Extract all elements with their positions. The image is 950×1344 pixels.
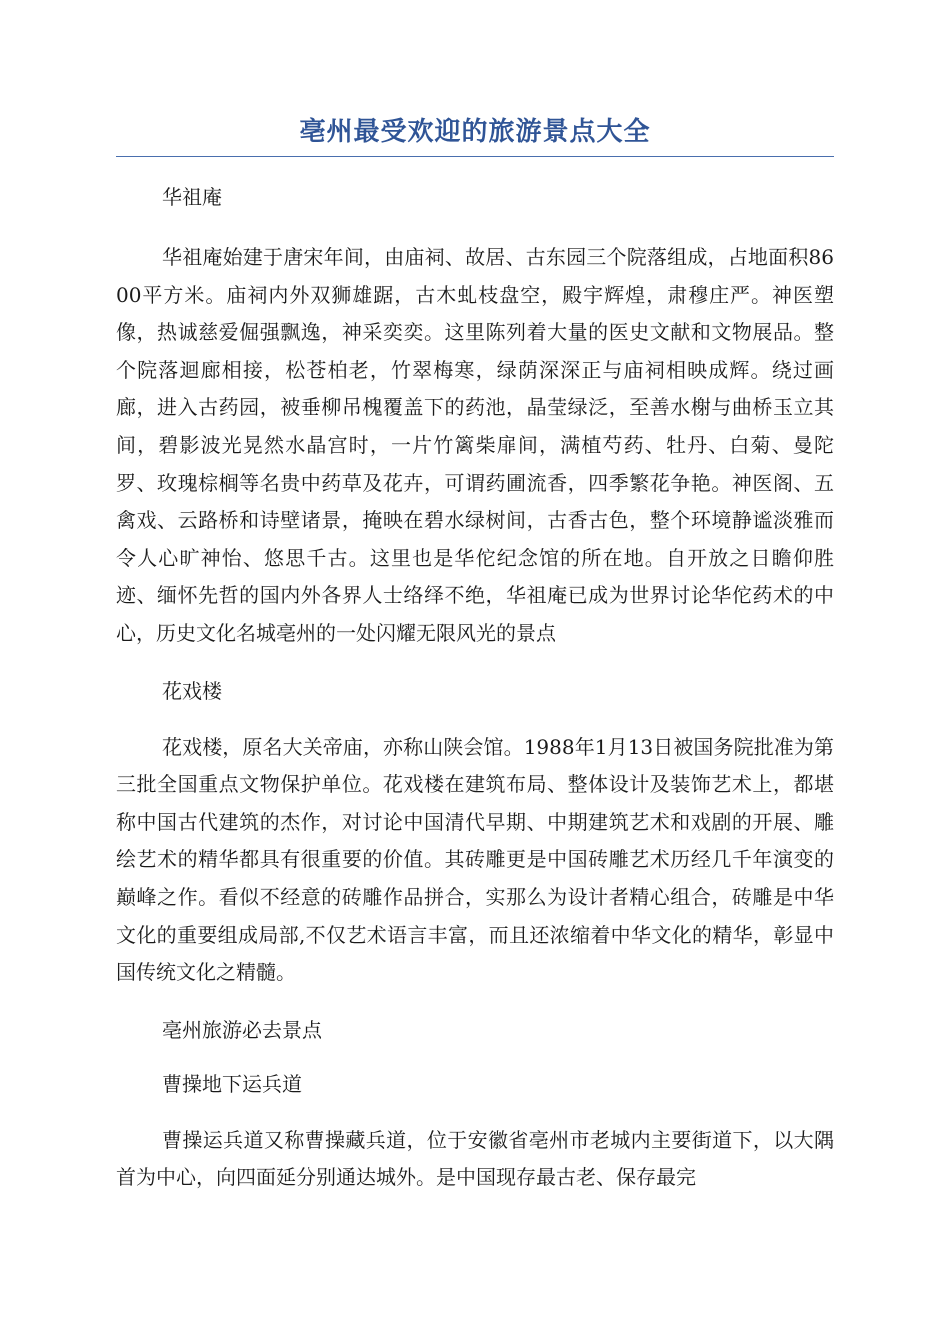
document-page (116, 112, 834, 1197)
section-heading-caocao-tunnel: 曹操地下运兵道 (162, 1071, 302, 1096)
body-paragraph-huaxilou: 花戏楼，原名大关帝庙，亦称山陕会馆。1988年1月13日被国务院批准为第三批全国重点文物保护单位。花戏楼在建筑布局、整体设计及装饰艺术上，都堪称中国古代建筑的杰作，对讨论中国清代早期、中期建筑艺术和戏剧的开展、雕绘艺术的精华都具有很重要的价值。其砖雕更是中国砖雕艺术历经几千年演变的巅峰之作。看似不经意的砖雕作品拼合，实那么为设计者精心组合，砖雕是中华文化的重要组成局部,不仅艺术语言丰富，而且还浓缩着中华文化的精华，彰显中国传统文化之精髓。 (116, 734, 834, 985)
section-heading-huazuan: 华祖庵 (162, 185, 222, 209)
body-paragraph-huazuan: 华祖庵始建于唐宋年间，由庙祠、故居、古东园三个院落组成，占地面积8600平方米。庙祠内外双狮雄踞，古木虬枝盘空，殿宇辉煌，肃穆庄严。神医塑像，热诚慈爱倔强飘逸，神采奕奕。这里陈列着大量的医史文献和文物展品。整个院落迴廊相接，松苍柏老，竹翠梅寒，绿荫深深正与庙祠相映成辉。绕过画廊，进入古药园，被垂柳吊槐覆盖下的药池，晶莹绿泛，至善水榭与曲桥玉立其间，碧影波光晃然水晶宫时，一片竹篱柴扉间，满植芍药、牡丹、白菊、曼陀罗、玫瑰棕榈等名贵中药草及花卉，可谓药圃流香，四季繁花争艳。神医阁、五禽戏、云路桥和诗壁诸景，掩映在碧水绿树间，古香古色，整个环境静谧淡雅而令人心旷神怡、悠思千古。这里也是华佗纪念馆的所在地。自开放之日瞻仰胜迹、缅怀先哲的国内外各界人士络绎不绝，华祖庵已成为世界讨论华佗药术的中心，历史文化名城亳州的一处闪耀无限风光的景点 (116, 245, 834, 645)
section-heading-must-visit: 亳州旅游必去景点 (162, 1017, 322, 1042)
body-paragraph-caocao-tunnel: 曹操运兵道又称曹操藏兵道，位于安徽省亳州市老城内主要街道下，以大隅首为中心，向四面延分别通达城外。是中国现存最古老、保存最完 (116, 1127, 834, 1190)
section-heading-huaxilou: 花戏楼 (162, 678, 222, 703)
page-title: 亳州最受欢迎的旅游景点大全 (116, 112, 834, 157)
